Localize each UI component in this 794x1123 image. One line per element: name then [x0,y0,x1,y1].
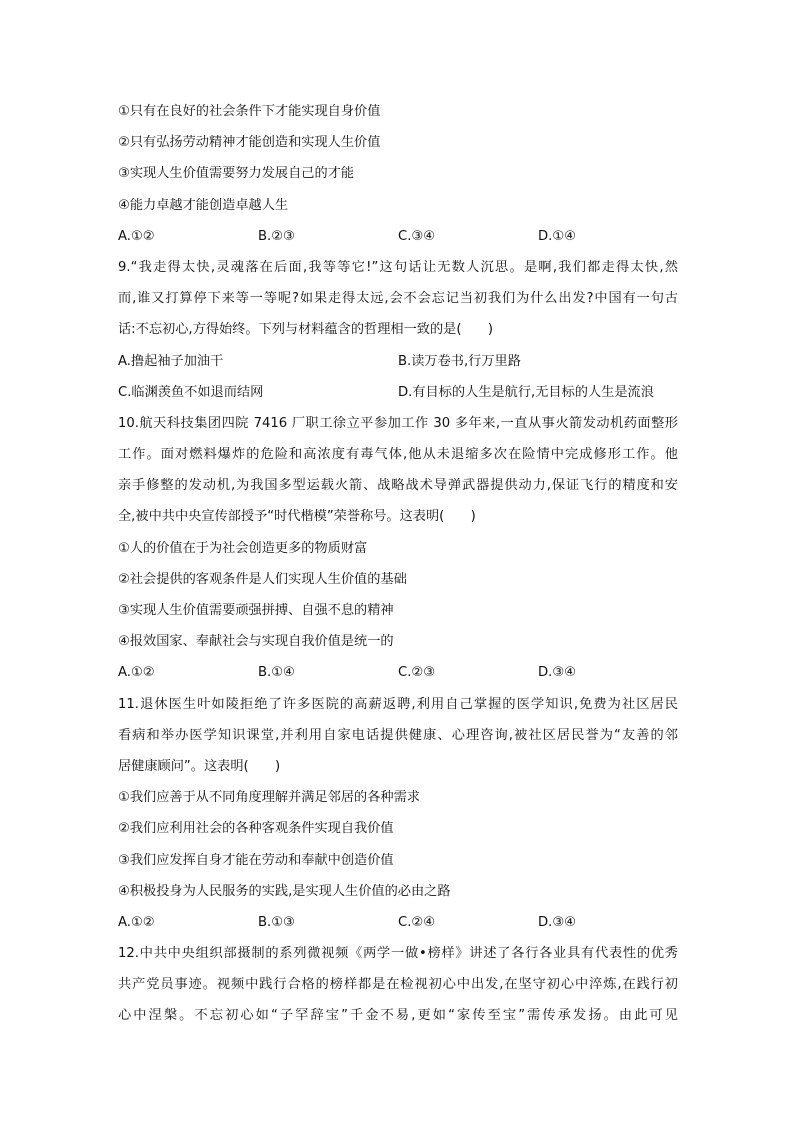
q8-block [118,96,678,252]
q10-stem-line-1: 10.航天科技集团四院 7416 厂职工徐立平参加工作 30 多年来,一直从事火箭发动机药面整形 [118,415,678,431]
q8-statement-4: ④能力卓越才能创造卓越人生 [118,197,289,213]
q9-stem-line-3: 话:不忘初心,方得始终。下列与材料蕴含的哲理相一致的是( ) [118,322,493,338]
q12-stem-line-3: 心中涅槃。不忘初心如“子罕辞宝”千金不易,更如“家传至宝”需传承发扬。由此可见 [118,1008,678,1024]
q10-statement-2: ②社会提供的客观条件是人们实现人生价值的基础 [118,571,407,587]
q11-statement-1: ①我们应善于从不同角度理解并满足邻居的各种需求 [118,790,420,806]
q10-options [118,657,678,688]
q8-option-b: B.②③ [258,228,295,244]
q8-option-c: C.③④ [398,228,436,244]
q10-stem-line-3: 亲手修整的发动机,为我国多型运载火箭、战略战术导弹武器提供动力,保证飞行的精度和安 [118,478,678,494]
q11-statement-3: ③我们应发挥自身才能在劳动和奉献中创造价值 [118,852,394,868]
q9-options-row-1 [118,346,678,377]
q12-stem-line-2: 共产党员事迹。视频中践行合格的榜样都是在检视初心中出发,在坚守初心中淬炼,在践行初 [118,977,678,993]
q11-stem-line-3: 居健康顾问”。这表明( ) [118,758,281,774]
q11-option-a: A.①② [118,914,155,930]
q9-block [118,252,678,408]
q10-stem-line-4: 全,被中共中央宣传部授予“时代楷模”荣誉称号。这表明( ) [118,509,476,525]
q10-statement-1: ①人的价值在于为社会创造更多的物质财富 [118,540,368,556]
q9-option-b: B.读万卷书,行万里路 [398,353,521,369]
q10-option-d: D.③④ [538,665,576,681]
exam-page [118,96,678,1032]
q10-option-c: C.②③ [398,665,436,681]
q8-statement-3: ③实现人生价值需要努力发展自己的才能 [118,166,355,182]
q9-option-c: C.临渊羡鱼不如退而结网 [118,384,264,400]
q11-stem-line-2: 看病和举办医学知识课堂,并利用自家电话提供健康、心理咨询,被社区居民誉为“友善的邻 [118,727,678,743]
q10-statement-3: ③实现人生价值需要顽强拼搏、自强不息的精神 [118,603,394,618]
q10-option-a: A.①② [118,665,155,681]
q10-statement-4: ④报效国家、奉献社会与实现自我价值是统一的 [118,634,394,650]
q10-stem-line-2: 工作。面对燃料爆炸的危险和高浓度有毒气体,他从未退缩多次在险情中完成修形工作。他 [118,447,678,463]
q9-stem-line-2: 而,谁又打算停下来等一等呢?如果走得太远,会不会忘记当初我们为什么出发?中国有一句古 [118,291,678,307]
q11-options [118,907,678,938]
q11-statement-4: ④积极投身为人民服务的实践,是实现人生价值的必由之路 [118,883,451,899]
q8-statement-1: ①只有在良好的社会条件下才能实现自身价值 [118,104,381,119]
q11-statement-2: ②我们应利用社会的各种客观条件实现自我价值 [118,821,394,837]
q10-block [118,408,678,689]
q9-stem-line-1: 9.“我走得太快,灵魂落在后面,我等等它!”这句话让无数人沉思。是啊,我们都走得太快,然 [118,259,678,275]
q8-options [118,221,678,252]
q8-option-d: D.①④ [538,228,576,244]
q11-stem-line-1: 11.退休医生叶如陵拒绝了许多医院的高薪返聘,利用自己掌握的医学知识,免费为社区居民 [118,696,678,712]
q11-option-c: C.②④ [398,914,436,930]
q9-options-row-2 [118,377,678,408]
q8-statement-2: ②只有弘扬劳动精神才能创造和实现人生价值 [118,135,381,151]
q9-option-a: A.撸起袖子加油干 [118,353,224,369]
q8-option-a: A.①② [118,228,155,244]
q11-block [118,689,678,939]
q12-block [118,938,678,1032]
q11-option-b: B.①③ [258,914,295,930]
q9-option-d: D.有目标的人生是航行,无目标的人生是流浪 [398,384,654,400]
q11-option-d: D.③④ [538,914,576,930]
q10-option-b: B.①④ [258,665,295,681]
q12-stem-line-1: 12.中共中央组织部摄制的系列微视频《两学一做•榜样》讲述了各行各业具有代表性的优秀 [118,946,678,962]
